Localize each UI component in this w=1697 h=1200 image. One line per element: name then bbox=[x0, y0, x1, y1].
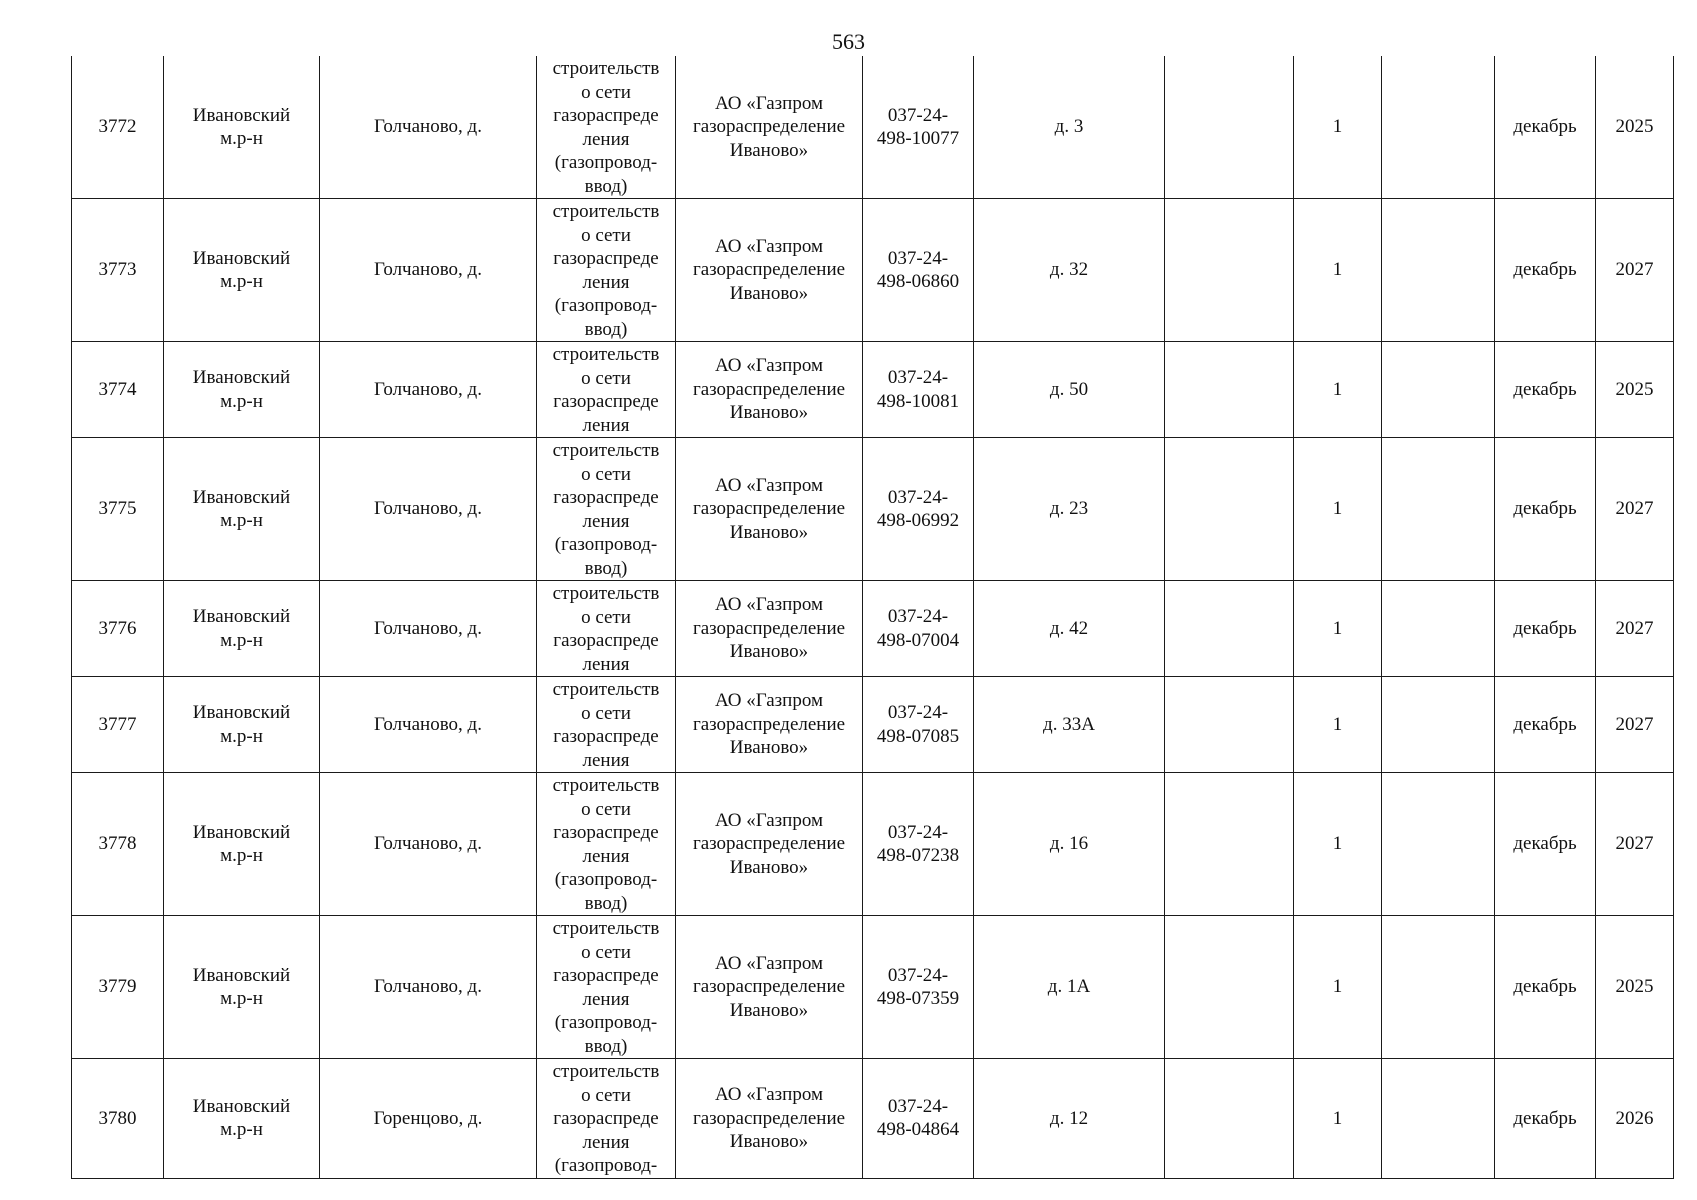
year-cell: 2027 bbox=[1596, 773, 1674, 916]
organization-cell: АО «Газпром газораспределение Иваново» bbox=[676, 342, 863, 438]
address-cell: д. 33А bbox=[974, 677, 1165, 773]
row-number-cell: 3773 bbox=[72, 199, 164, 342]
table-row bbox=[72, 342, 1674, 438]
address-cell: д. 42 bbox=[974, 581, 1165, 677]
application-code-cell: 037-24- 498-06860 bbox=[863, 199, 974, 342]
empty-cell bbox=[1165, 916, 1294, 1059]
district-cell: Ивановский м.р-н bbox=[164, 438, 320, 581]
empty-cell bbox=[1382, 916, 1495, 1059]
month-cell: декабрь bbox=[1495, 916, 1596, 1059]
organization-cell: АО «Газпром газораспределение Иваново» bbox=[676, 199, 863, 342]
work-type-cell: строительств о сети газораспреде ления bbox=[537, 677, 676, 773]
application-code-cell: 037-24- 498-04864 bbox=[863, 1059, 974, 1179]
application-code-cell: 037-24- 498-07238 bbox=[863, 773, 974, 916]
month-cell: декабрь bbox=[1495, 677, 1596, 773]
work-type-cell: строительств о сети газораспреде ления (газопровод- ввод) bbox=[537, 916, 676, 1059]
empty-cell bbox=[1382, 438, 1495, 581]
table-row bbox=[72, 581, 1674, 677]
address-cell: д. 3 bbox=[974, 56, 1165, 199]
row-number-cell: 3778 bbox=[72, 773, 164, 916]
row-number-cell: 3775 bbox=[72, 438, 164, 581]
year-cell: 2027 bbox=[1596, 438, 1674, 581]
empty-cell bbox=[1165, 773, 1294, 916]
settlement-cell: Голчаново, д. bbox=[320, 342, 537, 438]
empty-cell bbox=[1165, 342, 1294, 438]
address-cell: д. 50 bbox=[974, 342, 1165, 438]
work-type-cell: строительств о сети газораспреде ления bbox=[537, 342, 676, 438]
row-number-cell: 3779 bbox=[72, 916, 164, 1059]
settlement-cell: Горенцово, д. bbox=[320, 1059, 537, 1179]
district-cell: Ивановский м.р-н bbox=[164, 677, 320, 773]
row-number-cell: 3780 bbox=[72, 1059, 164, 1179]
month-cell: декабрь bbox=[1495, 342, 1596, 438]
table-row bbox=[72, 916, 1674, 1059]
district-cell: Ивановский м.р-н bbox=[164, 199, 320, 342]
district-cell: Ивановский м.р-н bbox=[164, 342, 320, 438]
month-cell: декабрь bbox=[1495, 581, 1596, 677]
count-cell: 1 bbox=[1294, 581, 1382, 677]
month-cell: декабрь bbox=[1495, 199, 1596, 342]
table-row bbox=[72, 773, 1674, 916]
table-row bbox=[72, 56, 1674, 199]
year-cell: 2027 bbox=[1596, 199, 1674, 342]
row-number-cell: 3777 bbox=[72, 677, 164, 773]
empty-cell bbox=[1382, 677, 1495, 773]
work-type-cell: строительств о сети газораспреде ления bbox=[537, 581, 676, 677]
year-cell: 2025 bbox=[1596, 56, 1674, 199]
empty-cell bbox=[1382, 199, 1495, 342]
empty-cell bbox=[1165, 56, 1294, 199]
work-type-cell: строительств о сети газораспреде ления (газопровод- bbox=[537, 1059, 676, 1179]
application-code-cell: 037-24- 498-10081 bbox=[863, 342, 974, 438]
table-row bbox=[72, 677, 1674, 773]
table-row bbox=[72, 199, 1674, 342]
address-cell: д. 12 bbox=[974, 1059, 1165, 1179]
work-type-cell: строительств о сети газораспреде ления (газопровод- ввод) bbox=[537, 438, 676, 581]
empty-cell bbox=[1165, 677, 1294, 773]
settlement-cell: Голчаново, д. bbox=[320, 677, 537, 773]
year-cell: 2026 bbox=[1596, 1059, 1674, 1179]
count-cell: 1 bbox=[1294, 199, 1382, 342]
empty-cell bbox=[1165, 581, 1294, 677]
settlement-cell: Голчаново, д. bbox=[320, 438, 537, 581]
settlement-cell: Голчаново, д. bbox=[320, 581, 537, 677]
gas-connection-table bbox=[71, 56, 1673, 1179]
organization-cell: АО «Газпром газораспределение Иваново» bbox=[676, 916, 863, 1059]
data-table bbox=[71, 56, 1674, 1179]
month-cell: декабрь bbox=[1495, 438, 1596, 581]
application-code-cell: 037-24- 498-07359 bbox=[863, 916, 974, 1059]
year-cell: 2027 bbox=[1596, 581, 1674, 677]
settlement-cell: Голчаново, д. bbox=[320, 916, 537, 1059]
address-cell: д. 32 bbox=[974, 199, 1165, 342]
month-cell: декабрь bbox=[1495, 773, 1596, 916]
table-row bbox=[72, 438, 1674, 581]
organization-cell: АО «Газпром газораспределение Иваново» bbox=[676, 773, 863, 916]
table-row bbox=[72, 1059, 1674, 1179]
page-number: 563 bbox=[832, 29, 865, 54]
organization-cell: АО «Газпром газораспределение Иваново» bbox=[676, 1059, 863, 1179]
count-cell: 1 bbox=[1294, 342, 1382, 438]
address-cell: д. 1А bbox=[974, 916, 1165, 1059]
empty-cell bbox=[1382, 581, 1495, 677]
address-cell: д. 23 bbox=[974, 438, 1165, 581]
settlement-cell: Голчаново, д. bbox=[320, 56, 537, 199]
district-cell: Ивановский м.р-н bbox=[164, 56, 320, 199]
empty-cell bbox=[1382, 342, 1495, 438]
application-code-cell: 037-24- 498-07004 bbox=[863, 581, 974, 677]
row-number-cell: 3774 bbox=[72, 342, 164, 438]
organization-cell: АО «Газпром газораспределение Иваново» bbox=[676, 581, 863, 677]
settlement-cell: Голчаново, д. bbox=[320, 773, 537, 916]
address-cell: д. 16 bbox=[974, 773, 1165, 916]
count-cell: 1 bbox=[1294, 773, 1382, 916]
row-number-cell: 3776 bbox=[72, 581, 164, 677]
district-cell: Ивановский м.р-н bbox=[164, 1059, 320, 1179]
row-number-cell: 3772 bbox=[72, 56, 164, 199]
empty-cell bbox=[1382, 773, 1495, 916]
count-cell: 1 bbox=[1294, 916, 1382, 1059]
settlement-cell: Голчаново, д. bbox=[320, 199, 537, 342]
count-cell: 1 bbox=[1294, 1059, 1382, 1179]
work-type-cell: строительств о сети газораспреде ления (газопровод- ввод) bbox=[537, 773, 676, 916]
year-cell: 2025 bbox=[1596, 916, 1674, 1059]
month-cell: декабрь bbox=[1495, 1059, 1596, 1179]
application-code-cell: 037-24- 498-06992 bbox=[863, 438, 974, 581]
district-cell: Ивановский м.р-н bbox=[164, 581, 320, 677]
count-cell: 1 bbox=[1294, 438, 1382, 581]
organization-cell: АО «Газпром газораспределение Иваново» bbox=[676, 677, 863, 773]
empty-cell bbox=[1165, 438, 1294, 581]
organization-cell: АО «Газпром газораспределение Иваново» bbox=[676, 56, 863, 199]
empty-cell bbox=[1382, 56, 1495, 199]
empty-cell bbox=[1165, 199, 1294, 342]
year-cell: 2027 bbox=[1596, 677, 1674, 773]
application-code-cell: 037-24- 498-07085 bbox=[863, 677, 974, 773]
empty-cell bbox=[1382, 1059, 1495, 1179]
count-cell: 1 bbox=[1294, 56, 1382, 199]
count-cell: 1 bbox=[1294, 677, 1382, 773]
empty-cell bbox=[1165, 1059, 1294, 1179]
organization-cell: АО «Газпром газораспределение Иваново» bbox=[676, 438, 863, 581]
month-cell: декабрь bbox=[1495, 56, 1596, 199]
work-type-cell: строительств о сети газораспреде ления (газопровод- ввод) bbox=[537, 56, 676, 199]
district-cell: Ивановский м.р-н bbox=[164, 916, 320, 1059]
district-cell: Ивановский м.р-н bbox=[164, 773, 320, 916]
year-cell: 2025 bbox=[1596, 342, 1674, 438]
table-body bbox=[72, 56, 1674, 1178]
work-type-cell: строительств о сети газораспреде ления (газопровод- ввод) bbox=[537, 199, 676, 342]
application-code-cell: 037-24- 498-10077 bbox=[863, 56, 974, 199]
